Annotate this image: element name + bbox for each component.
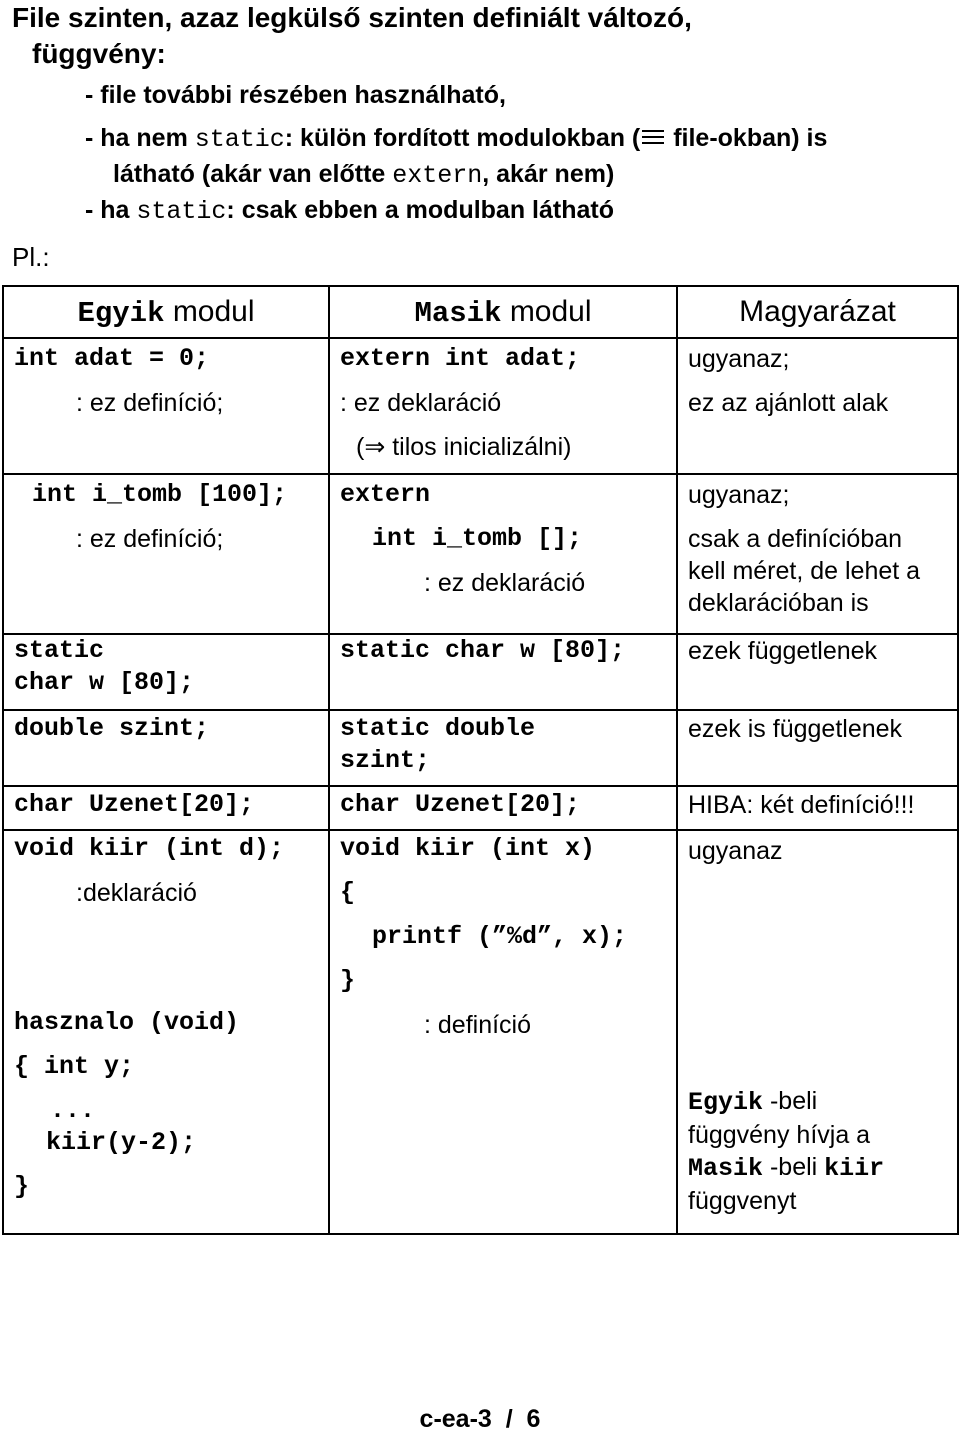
- table-row: [3, 786, 958, 830]
- cell-masik-adat: extern int adat; : ez deklaráció (⇒ tilos inicializálni): [329, 338, 677, 474]
- table-row: [3, 474, 958, 634]
- cell-masik-static-char: static char w [80];: [329, 634, 677, 710]
- cell-egyik-adat: int adat = 0; : ez definíció;: [3, 338, 329, 474]
- cell-egyik-kiir: void kiir (int d); :deklaráció hasznalo (void) { int y; ... kiir(y-2); }: [3, 830, 329, 1234]
- cell-egyik-uzenet: char Uzenet[20];: [3, 786, 329, 830]
- table-row: [3, 634, 958, 710]
- header-egyik-modul: Egyik modul: [3, 286, 329, 338]
- cell-egyik-static-char: static char w [80];: [3, 634, 329, 710]
- cell-magyarazat-itomb: ugyanaz; csak a definícióban kell méret, de lehet a deklarációban is: [677, 474, 958, 634]
- table-row: [3, 710, 958, 786]
- cell-egyik-double: double szint;: [3, 710, 329, 786]
- cell-masik-kiir: void kiir (int x) { printf (”%d”, x); } : definíció: [329, 830, 677, 1234]
- heading-line-1: File szinten, azaz legkülső szinten definiált változó,: [12, 2, 692, 33]
- cell-magyarazat-uzenet: HIBA: két definíció!!!: [677, 786, 958, 830]
- header-masik-modul: Masik modul: [329, 286, 677, 338]
- cell-masik-uzenet: char Uzenet[20];: [329, 786, 677, 830]
- comparison-table: [2, 285, 959, 1235]
- cell-magyarazat-double: ezek is függetlenek: [677, 710, 958, 786]
- table-row: [3, 338, 958, 474]
- table-header-row: [3, 286, 958, 338]
- cell-egyik-itomb: int i_tomb [100]; : ez definíció;: [3, 474, 329, 634]
- bullet-static: - ha static: csak ebben a modulban látható: [85, 196, 614, 226]
- example-label: Pl.:: [12, 242, 50, 272]
- bullet-not-static: - ha nem static: külön fordított modulokban ( file-okban) is: [85, 124, 828, 154]
- heading-line-2: függvény:: [32, 38, 166, 69]
- implies-arrow-icon: ⇒: [364, 433, 386, 461]
- table-row: [3, 830, 958, 1234]
- cell-magyarazat-kiir: ugyanaz Egyik -beli függvény hívja a Masik -beli kiir függvenyt: [677, 830, 958, 1234]
- bullet-file-usable: - file további részében használható,: [85, 81, 506, 109]
- cell-magyarazat-adat: ugyanaz; ez az ajánlott alak: [677, 338, 958, 474]
- equivalence-icon: [642, 130, 664, 145]
- cell-masik-double: static double szint;: [329, 710, 677, 786]
- bullet-extern-visible: látható (akár van előtte extern, akár nem): [113, 160, 615, 190]
- cell-masik-itomb: extern int i_tomb []; : ez deklaráció: [329, 474, 677, 634]
- header-magyarazat: Magyarázat: [677, 286, 958, 338]
- page-footer: c-ea-3 / 6: [419, 1405, 541, 1433]
- cell-magyarazat-static-char: ezek függetlenek: [677, 634, 958, 710]
